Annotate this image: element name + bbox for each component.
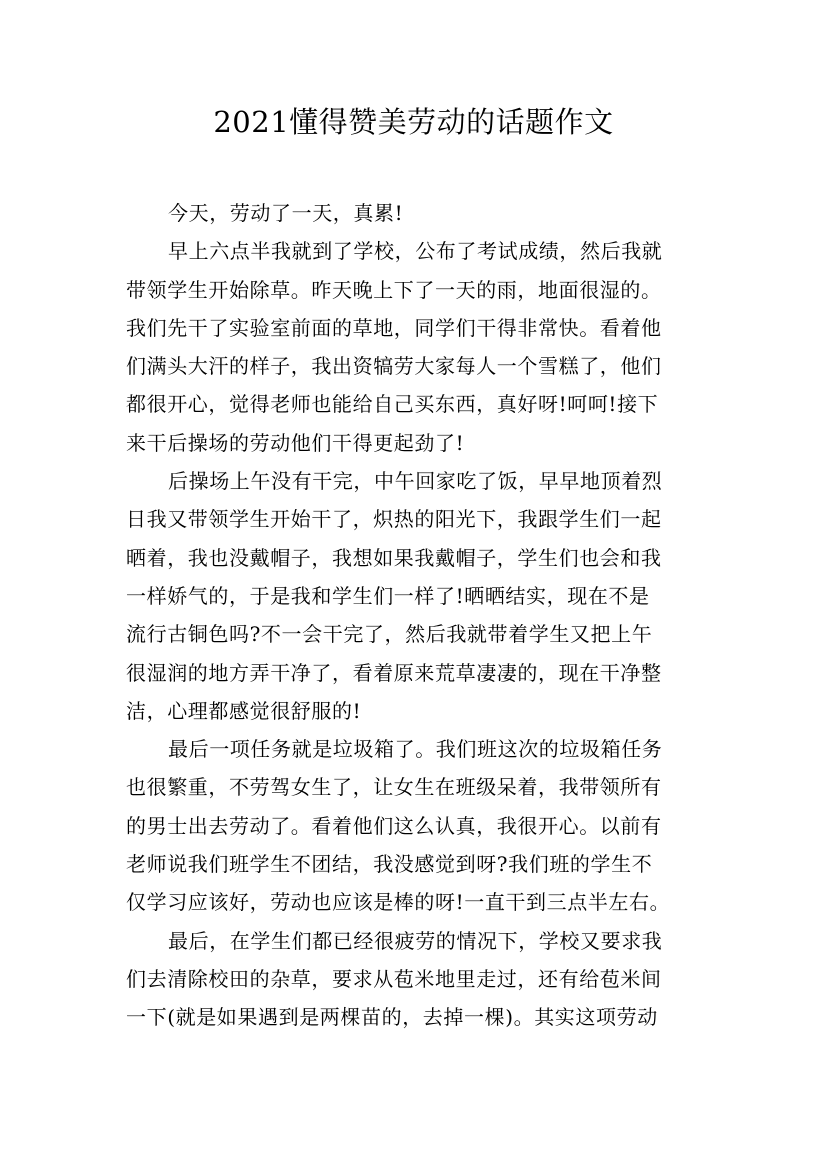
paragraph-line: 的男士出去劳动了。看着他们这么认真，我很开心。以前有 (126, 813, 662, 838)
paragraph-line: 后操场上午没有干完，中午回家吃了饭，早早地顶着烈 (168, 469, 663, 494)
paragraph-line: 带领学生开始除草。昨天晚上下了一天的雨，地面很湿的。 (126, 277, 662, 302)
paragraph-line: 洁，心理都感觉很舒服的! (126, 698, 362, 723)
paragraph-line: 早上六点半我就到了学校，公布了考试成绩，然后我就 (168, 239, 663, 264)
paragraph-line: 我们先干了实验室前面的草地，同学们干得非常快。看着他 (126, 315, 662, 340)
paragraph-line: 们满头大汗的样子，我出资犒劳大家每人一个雪糕了，他们 (126, 354, 662, 379)
document-title: 2021懂得赞美劳动的话题作文 (213, 105, 614, 139)
paragraph-line: 一样娇气的，于是我和学生们一样了!晒晒结实，现在不是 (126, 583, 650, 608)
paragraph-line: 很湿润的地方弄干净了，看着原来荒草凄凄的，现在干净整 (126, 660, 662, 685)
paragraph-line: 最后，在学生们都已经很疲劳的情况下，学校又要求我 (168, 928, 663, 953)
paragraph-line: 日我又带领学生开始干了，炽热的阳光下，我跟学生们一起 (126, 507, 662, 532)
paragraph-line: 仅学习应该好，劳动也应该是棒的呀!一直干到三点半左右。 (126, 890, 671, 915)
paragraph-line: 也很繁重，不劳驾女生了，让女生在班级呆着，我带领所有 (126, 775, 662, 800)
paragraph-line: 都很开心，觉得老师也能给自己买东西，真好呀!呵呵!接下 (126, 392, 659, 417)
paragraph-line: 最后一项任务就是垃圾箱了。我们班这次的垃圾箱任务 (168, 737, 663, 762)
paragraph-line: 今天，劳动了一天，真累! (168, 201, 404, 225)
paragraph-line: 老师说我们班学生不团结，我没感觉到呀?我们班的学生不 (126, 852, 653, 877)
paragraph-line: 晒着，我也没戴帽子，我想如果我戴帽子，学生们也会和我 (126, 545, 662, 570)
document-body (126, 197, 716, 1040)
paragraph-line: 来干后操场的劳动他们干得更起劲了! (126, 430, 465, 455)
paragraph-line: 流行古铜色吗?不一会干完了，然后我就带着学生又把上午 (126, 622, 653, 647)
paragraph-line: 们去清除校田的杂草，要求从苞米地里走过，还有给苞米间 (126, 966, 662, 991)
paragraph-line: 一下(就是如果遇到是两棵苗的，去掉一棵)。其实这项劳动 (126, 1005, 658, 1030)
